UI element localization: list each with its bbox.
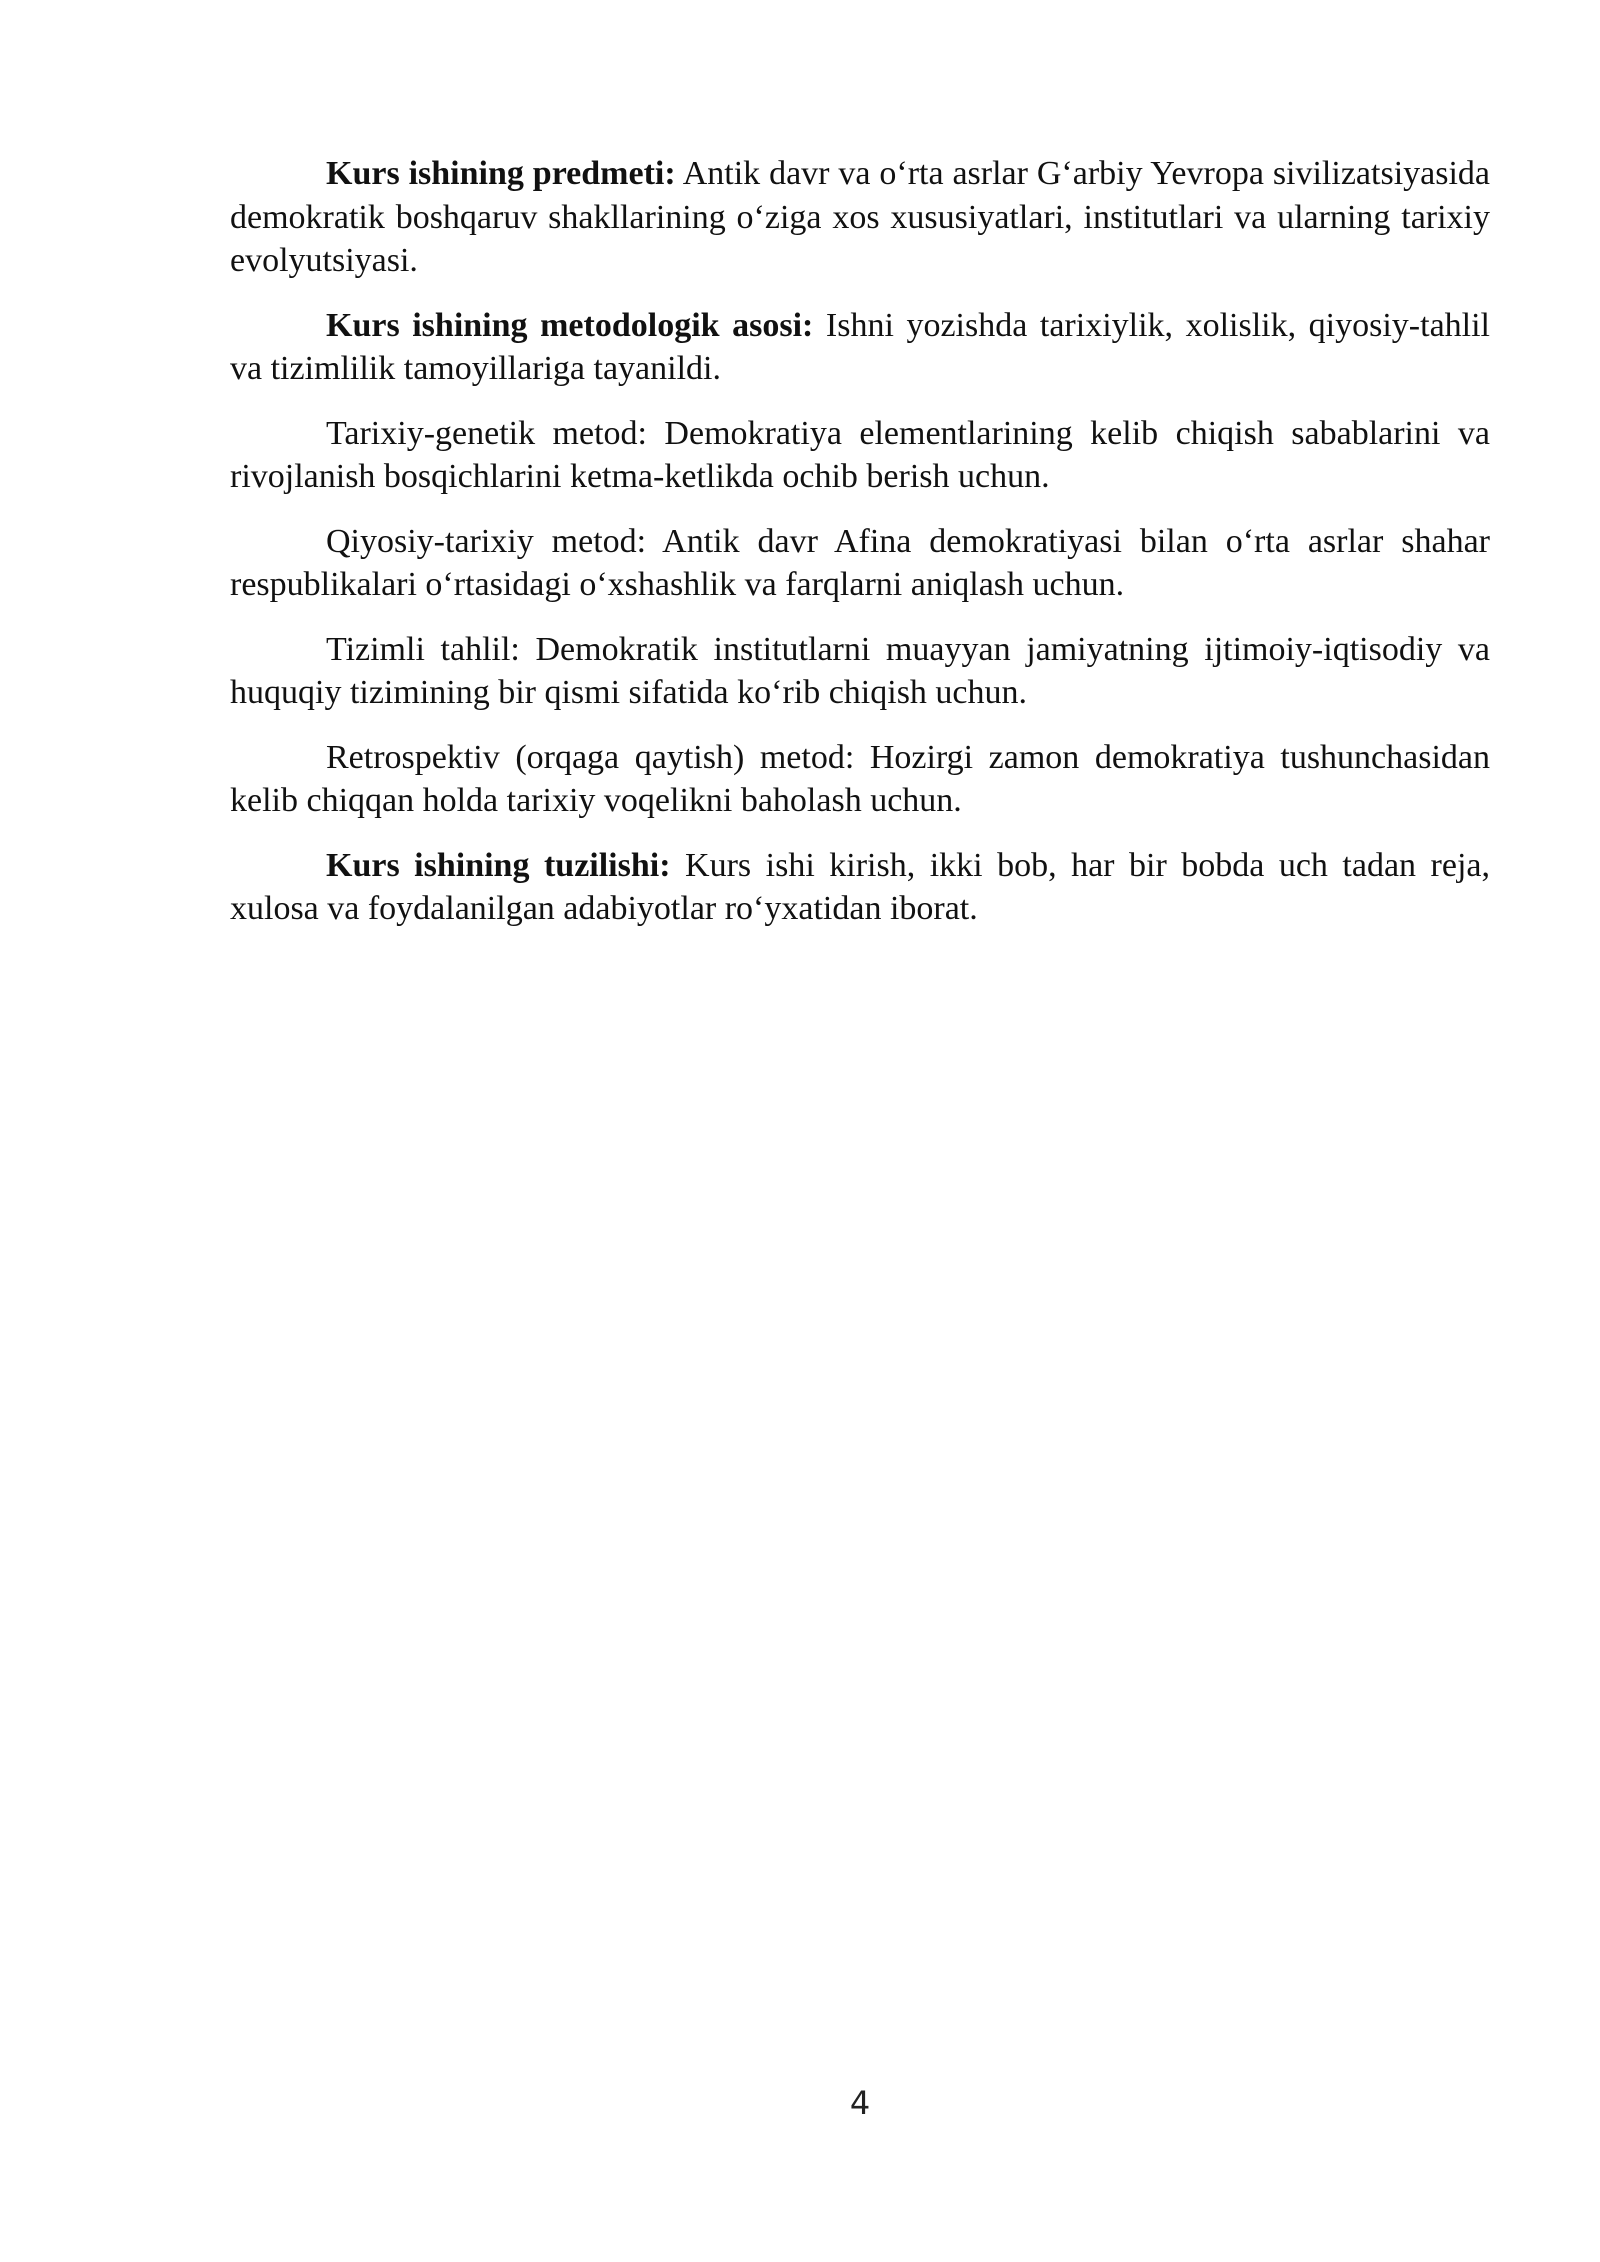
paragraph-methodology [230,304,1490,391]
paragraph-lead: Kurs ishining predmeti: [326,155,676,192]
paragraph-text: Tizimli tahlil: Demokratik institutlarni muayyan jamiyatning ijtimoiy-iqtisodiy va huquqiy tizimining bir qismi sifatida ko‘rib chiqish uchun. [230,630,1490,711]
page-number: 4 [849,2084,871,2122]
paragraph-text: Qiyosiy-tarixiy metod: Antik davr Afina demokratiyasi bilan o‘rta asrlar shahar respublikalari o‘rtasidagi o‘xshashlik va farqlarni aniqlash uchun. [230,522,1490,603]
paragraph-lead: Kurs ishining metodologik asosi: [326,306,814,344]
paragraph-historical-genetic-method [230,412,1490,499]
paragraph-comparative-historical-method [230,520,1490,607]
paragraph-structure [230,844,1490,931]
paragraph-systemic-analysis [230,628,1490,715]
paragraph-lead: Kurs ishining tuzilishi: [326,846,671,884]
paragraph-subject [230,152,1490,283]
page-body [230,152,1490,952]
paragraph-text: Antik davr va o‘rta asrlar G‘arbiy Yevropa sivilizatsiyasida demokratik boshqaruv shakllarining o‘ziga xos xususiyatlari, institutlari va ularning tarixiy evolyutsiyasi. [230,155,1490,279]
paragraph-retrospective-method [230,736,1490,823]
paragraph-text: Kurs ishi kirish, ikki bob, har bir bobda uch tadan reja, xulosa va foydalanilgan adabiyotlar ro‘yxatidan iborat. [230,846,1491,927]
paragraph-text: Ishni yozishda tarixiylik, xolislik, qiyosiy-tahlil va tizimlilik tamoyillariga tayanildi. [230,306,1490,387]
paragraph-text: Retrospektiv (orqaga qaytish) metod: Hozirgi zamon demokratiya tushunchasidan kelib chiqqan holda tarixiy voqelikni baholash uchun. [230,738,1490,819]
paragraph-text: Tarixiy-genetik metod: Demokratiya elementlarining kelib chiqish sabablarini va rivojlanish bosqichlarini ketma-ketlikda ochib berish uchun. [230,414,1490,495]
